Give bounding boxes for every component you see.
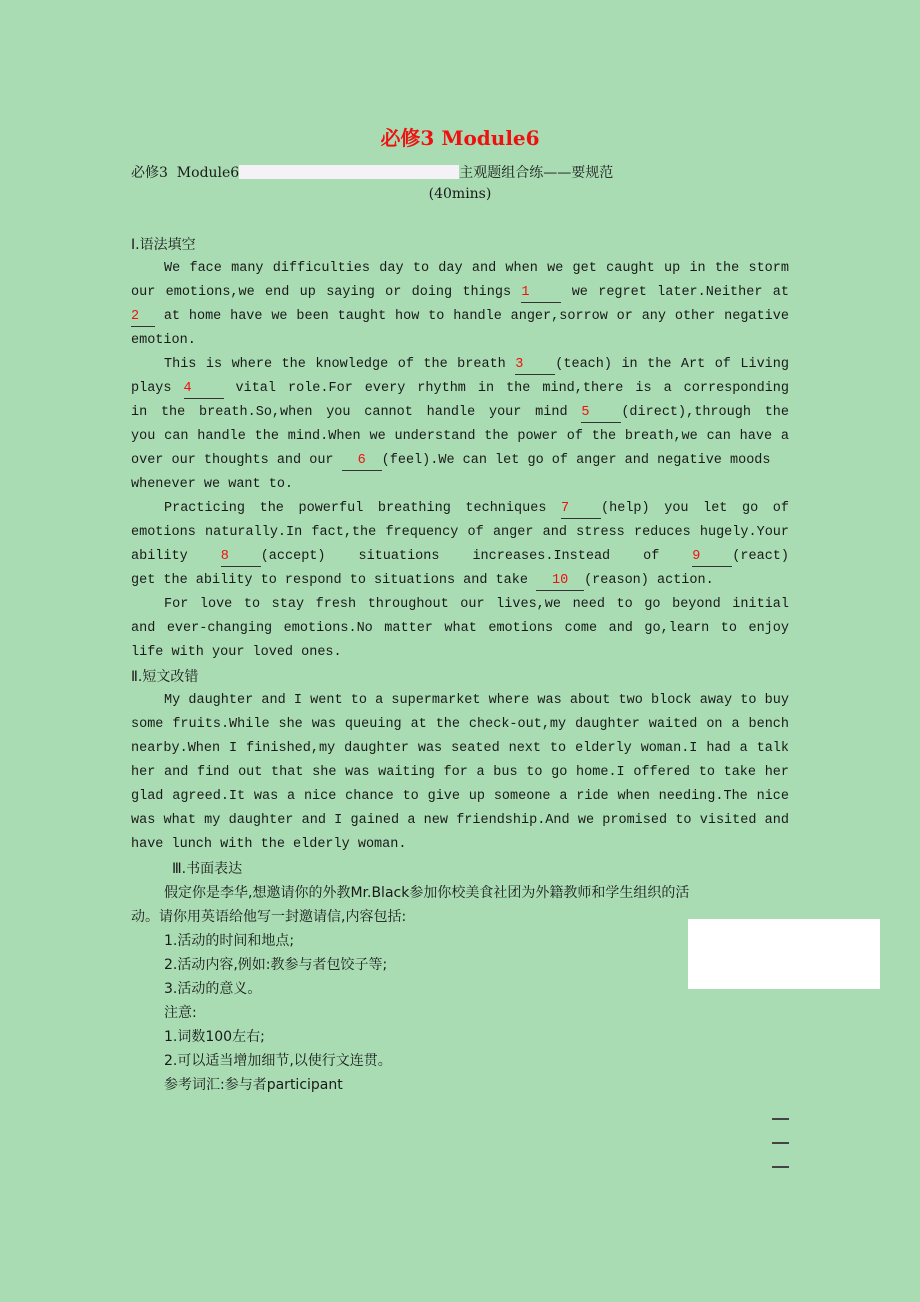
line-text: 动。请你用英语给他写一封邀请信,内容包括: (131, 909, 407, 925)
text-line (131, 593, 789, 617)
line-text: plays (131, 381, 184, 396)
line-text: My daughter and I went to a supermarket where was about two block away to buy (164, 693, 789, 708)
text-line (131, 665, 789, 689)
text-line (131, 353, 789, 377)
answer-dash (772, 1118, 789, 1120)
text-line (131, 449, 789, 473)
text-line (131, 425, 789, 449)
line-text: get the ability to respond to situations and take (131, 573, 537, 588)
line-text: 参考词汇:参与者participant (164, 1077, 343, 1093)
line-text: 假定你是李华,想邀请你的外教Mr.Black参加你校美食社团为外籍教师和学生组织的活 (164, 885, 690, 901)
text-line (131, 545, 789, 569)
time-limit: (40mins) (428, 186, 492, 202)
blank-4: 4 (184, 380, 224, 399)
text-line (131, 785, 789, 809)
line-text: at home have we been taught how to handle anger,sorrow or any other negative (155, 309, 789, 324)
line-text: 注意: (164, 1005, 197, 1021)
subtitle (131, 162, 613, 182)
line-text: ability (131, 549, 221, 564)
line-text: Ⅲ.书面表达 (172, 861, 243, 877)
line-text: Ⅱ.短文改错 (131, 669, 199, 685)
line-text: we regret later.Neither at (571, 285, 789, 300)
text-line (131, 329, 789, 353)
text-line (131, 809, 789, 833)
text-line (131, 689, 789, 713)
line-text: (react) (732, 549, 789, 564)
line-text: emotions naturally.In fact,the frequency of anger and stress reduces hugely.Your (131, 525, 789, 540)
text-line (131, 713, 789, 737)
line-text: have lunch with the elderly woman. (131, 837, 407, 852)
line-text: (help) you let go of (601, 501, 789, 516)
line-text: We face many difficulties day to day and when we get caught up in the storm (164, 261, 789, 276)
blank-6: 6 (342, 452, 382, 471)
blank-10: 10 (536, 572, 584, 591)
text-line (131, 641, 789, 665)
page-title: 必修3 Module6 (380, 126, 540, 150)
line-text: 2.活动内容,例如:教参与者包饺子等; (164, 957, 388, 973)
blank-2: 2 (131, 308, 155, 327)
text-line (131, 833, 789, 857)
line-text: 2.可以适当增加细节,以使行文连贯。 (164, 1053, 392, 1069)
line-text: and ever-changing emotions.No matter what emotions come and go,learn to enjoy (131, 621, 789, 636)
text-line (131, 401, 789, 425)
line-text: some fruits.While she was queuing at the check-out,my daughter waited on a bench (131, 717, 789, 732)
blank-1: 1 (521, 284, 561, 303)
line-text: (teach) in the Art of Living (555, 357, 789, 372)
line-text: whenever we want to. (131, 477, 294, 492)
answer-dash (772, 1142, 789, 1144)
line-text: (feel).We can let go of anger and negative moods (381, 453, 771, 468)
answer-dash (772, 1166, 789, 1168)
text-line (131, 617, 789, 641)
text-line (131, 521, 789, 545)
subtitle-prefix: 必修3 Module6 (131, 165, 240, 181)
blank-5: 5 (581, 404, 621, 423)
line-text: 1.词数100左右; (164, 1029, 265, 1045)
text-line (131, 281, 789, 305)
text-line (131, 233, 789, 257)
blank-7: 7 (561, 500, 601, 519)
text-line (131, 497, 789, 521)
line-text: For love to stay fresh throughout our lives,we need to go beyond initial (164, 597, 789, 612)
line-text: you can handle the mind.When we understand the power of the breath,we can have a (131, 429, 789, 444)
text-line (131, 377, 789, 401)
line-text: her and find out that she was waiting for a bus to go home.I offered to take her (131, 765, 789, 780)
line-text: (reason) action. (584, 573, 714, 588)
blank-3: 3 (515, 356, 555, 375)
text-line (131, 1073, 789, 1097)
line-text: Practicing the powerful breathing techniques (164, 501, 562, 516)
line-text: vital role.For every rhythm in the mind,there is a corresponding (235, 381, 789, 396)
text-line (131, 1025, 789, 1049)
line-text: in the breath.So,when you cannot handle your mind (131, 405, 582, 420)
text-line (131, 305, 789, 329)
text-line (131, 569, 789, 593)
line-text: life with your loved ones. (131, 645, 342, 660)
line-text: emotion. (131, 333, 196, 348)
text-line (131, 857, 789, 881)
text-line (131, 761, 789, 785)
line-text: 3.活动的意义。 (164, 981, 262, 997)
line-text: was what my daughter and I gained a new friendship.And we promised to visited and (131, 813, 789, 828)
text-line (131, 257, 789, 281)
watermark (688, 919, 880, 989)
text-line (131, 1001, 789, 1025)
redacted-box (239, 165, 459, 179)
line-text: glad agreed.It was a nice chance to give up someone a ride when needing.The nice (131, 789, 789, 804)
blank-9: 9 (692, 548, 732, 567)
line-text: Ⅰ.语法填空 (131, 237, 196, 253)
line-text: (direct),through the (621, 405, 789, 420)
text-line (131, 1049, 789, 1073)
line-text: nearby.When I finished,my daughter was seated next to elderly woman.I had a talk (131, 741, 789, 756)
subtitle-suffix: 主观题组合练——要规范 (459, 165, 614, 181)
blank-8: 8 (221, 548, 261, 567)
line-text: over our thoughts and our (131, 453, 342, 468)
line-text: This is where the knowledge of the breath (164, 357, 516, 372)
text-line (131, 737, 789, 761)
line-text: 1.活动的时间和地点; (164, 933, 295, 949)
text-line (131, 881, 789, 905)
text-line (131, 473, 789, 497)
line-text: our emotions,we end up saying or doing things (131, 285, 522, 300)
line-text: (accept) situations increases.Instead of (260, 549, 693, 564)
